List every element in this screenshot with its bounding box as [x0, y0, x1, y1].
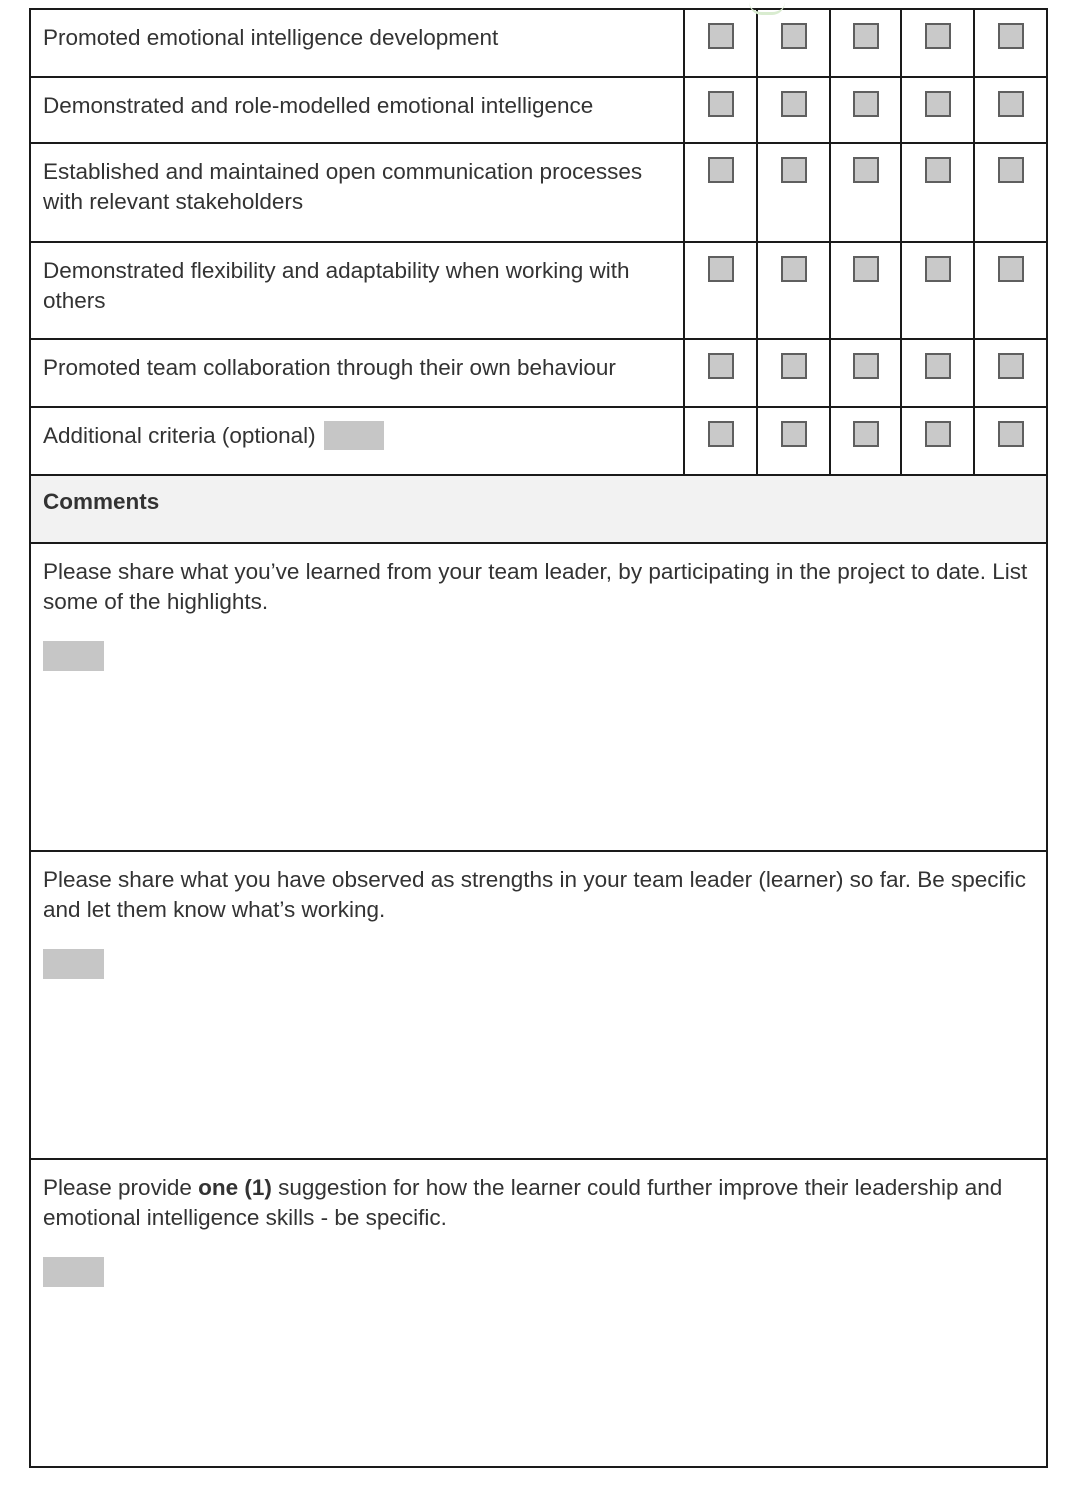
- rating-3-checkbox[interactable]: [853, 23, 879, 49]
- criterion-label: Promoted team collaboration through their own behaviour: [30, 339, 684, 407]
- rating-3-checkbox[interactable]: [853, 353, 879, 379]
- criteria-row-additional: [30, 407, 1047, 475]
- criteria-table: [29, 8, 1048, 1468]
- rating-4-checkbox[interactable]: [925, 157, 951, 183]
- rating-3-checkbox[interactable]: [853, 256, 879, 282]
- rating-1-checkbox[interactable]: [708, 421, 734, 447]
- criteria-row: [30, 9, 1047, 77]
- criterion-label: Additional criteria (optional): [43, 423, 316, 448]
- rating-5-checkbox[interactable]: [998, 353, 1024, 379]
- rating-5-checkbox[interactable]: [998, 256, 1024, 282]
- additional-criteria-field[interactable]: [324, 421, 384, 450]
- criteria-row: [30, 143, 1047, 242]
- rating-5-checkbox[interactable]: [998, 23, 1024, 49]
- comments-header-row: [30, 475, 1047, 543]
- comment-row: [30, 1159, 1047, 1467]
- criterion-label: Promoted emotional intelligence development: [30, 9, 684, 77]
- rating-2-checkbox[interactable]: [781, 157, 807, 183]
- rating-2-checkbox[interactable]: [781, 421, 807, 447]
- rating-4-checkbox[interactable]: [925, 256, 951, 282]
- comment-prompt-learned: Please share what you’ve learned from your team leader, by participating in the project to date. List some of the highlights.: [43, 559, 1028, 614]
- learned-response-field[interactable]: [43, 641, 104, 671]
- rating-5-checkbox[interactable]: [998, 91, 1024, 117]
- comments-heading: Comments: [30, 475, 1047, 543]
- criteria-row: [30, 77, 1047, 143]
- comment-row: [30, 851, 1047, 1159]
- rating-2-checkbox[interactable]: [781, 353, 807, 379]
- comment-prompt-strengths: Please share what you have observed as strengths in your team leader (learner) so far. Be specific and let them know what’s working.: [43, 867, 1027, 922]
- criterion-label: Demonstrated flexibility and adaptability when working with others: [30, 242, 684, 339]
- criterion-label: Established and maintained open communication processes with relevant stakeholders: [30, 143, 684, 242]
- rating-4-checkbox[interactable]: [925, 23, 951, 49]
- rating-2-checkbox[interactable]: [781, 91, 807, 117]
- rating-4-checkbox[interactable]: [925, 353, 951, 379]
- rating-1-checkbox[interactable]: [708, 91, 734, 117]
- rating-1-checkbox[interactable]: [708, 23, 734, 49]
- rating-1-checkbox[interactable]: [708, 157, 734, 183]
- feedback-form: [29, 8, 1046, 1468]
- rating-2-checkbox[interactable]: [781, 23, 807, 49]
- suggestion-response-field[interactable]: [43, 1257, 104, 1287]
- comment-row: [30, 543, 1047, 851]
- rating-3-checkbox[interactable]: [853, 421, 879, 447]
- rating-4-checkbox[interactable]: [925, 91, 951, 117]
- rating-5-checkbox[interactable]: [998, 157, 1024, 183]
- comment-prompt-suggestion: Please provide one (1) suggestion for how the learner could further improve their leadership and emotional intelligence skills - be specific.: [43, 1175, 1003, 1230]
- emphasis-one: one (1): [198, 1175, 272, 1200]
- rating-3-checkbox[interactable]: [853, 157, 879, 183]
- rating-1-checkbox[interactable]: [708, 353, 734, 379]
- criterion-label: Demonstrated and role-modelled emotional intelligence: [30, 77, 684, 143]
- rating-4-checkbox[interactable]: [925, 421, 951, 447]
- rating-2-checkbox[interactable]: [781, 256, 807, 282]
- rating-3-checkbox[interactable]: [853, 91, 879, 117]
- rating-5-checkbox[interactable]: [998, 421, 1024, 447]
- strengths-response-field[interactable]: [43, 949, 104, 979]
- criteria-row: [30, 339, 1047, 407]
- criteria-row: [30, 242, 1047, 339]
- rating-1-checkbox[interactable]: [708, 256, 734, 282]
